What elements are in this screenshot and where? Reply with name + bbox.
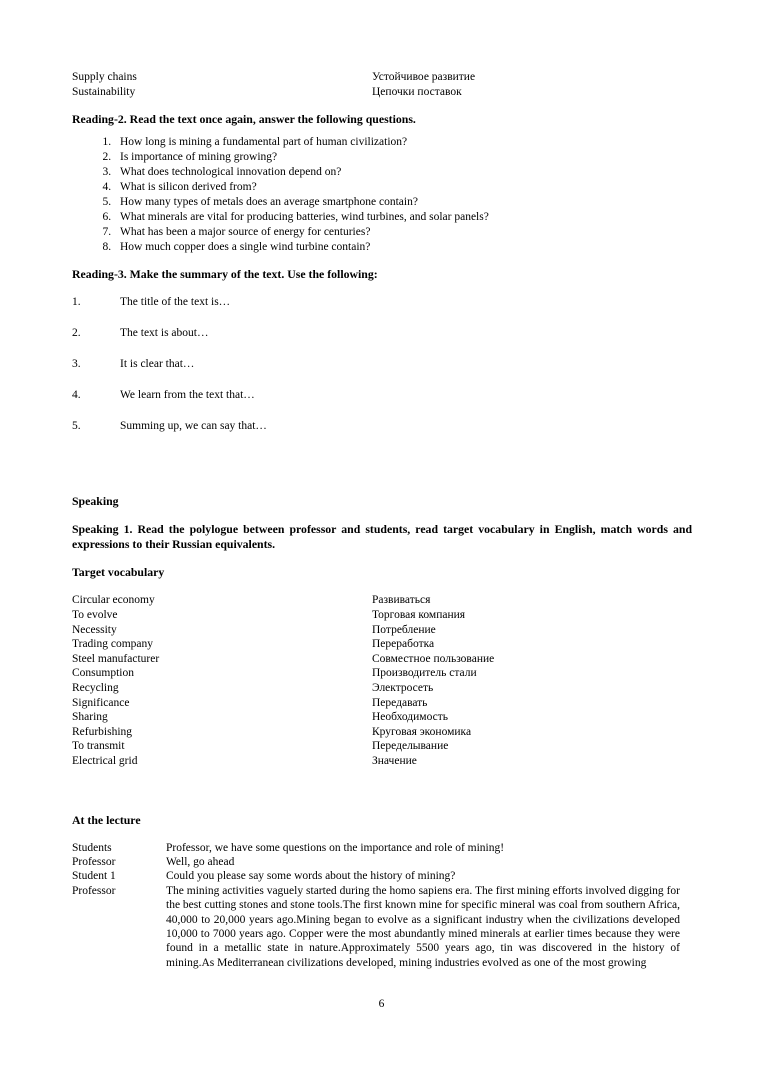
vocab-russian: Потребление [372, 623, 436, 636]
table-row [72, 739, 692, 754]
vocab-russian: Значение [372, 754, 417, 767]
list-item-text: The title of the text is… [120, 296, 231, 309]
speaking-section-title: Speaking [72, 494, 119, 509]
reading2-heading: Reading-2. Read the text once again, answer the following questions. [72, 112, 416, 127]
vocab-russian: Торговая компания [372, 609, 466, 622]
reading2-question-list [72, 135, 692, 254]
top-vocabulary-table [72, 70, 692, 99]
list-item [72, 388, 692, 402]
vocab-russian: Совместное пользование [372, 652, 495, 665]
vocab-russian: Переработка [372, 638, 435, 651]
dialogue-line [72, 884, 680, 970]
list-item [72, 357, 692, 371]
vocab-english: Circular economy [72, 594, 155, 607]
vocab-russian: Переделывание [372, 740, 449, 753]
vocab-english: Significance [72, 696, 130, 709]
dialogue-text: The mining activities vaguely started during the homo sapiens era. The first mining efforts involved digging for the best cutting stones and stone tools.The first known mine for specific mineral was coal from southern Africa, 40,000 to 20,000 years ago.Mining began to evolve as a significant industry when the civilizations developed 10,000 to 7000 years ago. Copper were the most abundantly mined minerals at earlier times because they were found in a metallic state in nature.Approximately 5500 years ago, tin was discovered in the history of mining.As Mediterranean civilizations developed, mining industries evolved as one of the most growing [166, 884, 680, 969]
vocab-english: To evolve [72, 609, 118, 622]
reading3-heading: Reading-3. Make the summary of the text. Use the following: [72, 267, 378, 282]
list-item: 5. How many types of metals does an average smartphone contain? [114, 195, 692, 210]
dialogue-text: Well, go ahead [166, 855, 235, 868]
vocab-english: Electrical grid [72, 754, 138, 767]
list-item: 2. Is importance of mining growing? [114, 150, 692, 165]
list-item [72, 419, 692, 433]
table-row [72, 666, 692, 681]
list-item-number: 1. [72, 296, 81, 309]
speaking-task-intro: Speaking 1. Read the polylogue between professor and students, read target vocabulary in English, match words and expressions to their Russian equivalents. [72, 522, 692, 552]
table-row [72, 681, 692, 696]
vocab-russian: Круговая экономика [372, 725, 472, 738]
list-item-number: 3. [72, 358, 81, 371]
dialogue-speaker: Students [72, 841, 112, 854]
vocab-english: Steel manufacturer [72, 652, 160, 665]
vocab-russian: Необходимость [372, 711, 448, 724]
table-row [72, 623, 692, 638]
dialogue-speaker: Professor [72, 855, 116, 868]
dialogue-line [72, 841, 680, 855]
vocab-english: Consumption [72, 667, 134, 680]
dialogue-line [72, 869, 680, 883]
table-row [72, 652, 692, 667]
vocab-english: To transmit [72, 740, 125, 753]
page-number: 6 [378, 998, 385, 1010]
vocab-russian: Устойчивое развитие [372, 71, 476, 83]
list-item-text: It is clear that… [120, 358, 195, 371]
list-item: 3. What does technological innovation depend on? [114, 165, 692, 180]
table-row [72, 696, 692, 711]
target-vocabulary-heading: Target vocabulary [72, 565, 165, 580]
table-row [72, 608, 692, 623]
list-item [72, 295, 692, 309]
table-row [72, 710, 692, 725]
list-item: 1. How long is mining a fundamental part of human civilization? [114, 135, 692, 150]
vocab-english: Refurbishing [72, 725, 133, 738]
table-row [72, 593, 692, 608]
vocab-russian: Производитель стали [372, 667, 477, 680]
vocab-english: Sustainability [72, 85, 136, 98]
list-item: 8. How much copper does a single wind turbine contain? [114, 240, 692, 255]
dialogue-text: Professor, we have some questions on the importance and role of mining! [166, 841, 505, 854]
dialogue-text: Could you please say some words about the history of mining? [166, 870, 456, 883]
lecture-dialogue [72, 841, 680, 971]
list-item-number: 2. [72, 327, 81, 340]
vocab-russian: Передавать [372, 696, 428, 709]
vocab-english: Supply chains [72, 71, 137, 83]
dialogue-line [72, 855, 680, 869]
table-row [72, 637, 692, 652]
table-row [72, 85, 692, 100]
list-item-text: We learn from the text that… [120, 389, 255, 402]
dialogue-speaker: Professor [72, 884, 116, 897]
target-vocabulary-table [72, 593, 692, 768]
list-item [72, 326, 692, 340]
table-row [72, 70, 692, 85]
vocab-russian: Электросеть [372, 682, 434, 694]
list-item-number: 5. [72, 420, 81, 433]
list-item: 4. What is silicon derived from? [114, 180, 692, 195]
list-item-number: 4. [72, 389, 81, 402]
dialogue-speaker: Student 1 [72, 870, 116, 883]
list-item-text: Summing up, we can say that… [120, 420, 267, 433]
list-item-text: The text is about… [120, 327, 209, 340]
page-content [72, 70, 692, 970]
list-item: 7. What has been a major source of energy for centuries? [114, 225, 692, 240]
vocab-russian: Цепочки поставок [372, 85, 462, 98]
vocab-english: Necessity [72, 623, 117, 636]
list-item: 6. What minerals are vital for producing batteries, wind turbines, and solar panels? [114, 210, 692, 225]
table-row [72, 754, 692, 769]
reading3-summary-list [72, 295, 692, 433]
vocab-english: Recycling [72, 682, 119, 694]
at-the-lecture-heading: At the lecture [72, 812, 141, 827]
vocab-english: Sharing [72, 711, 108, 724]
vocab-russian: Развиваться [372, 594, 431, 607]
vocab-english: Trading company [72, 638, 154, 651]
table-row [72, 725, 692, 740]
